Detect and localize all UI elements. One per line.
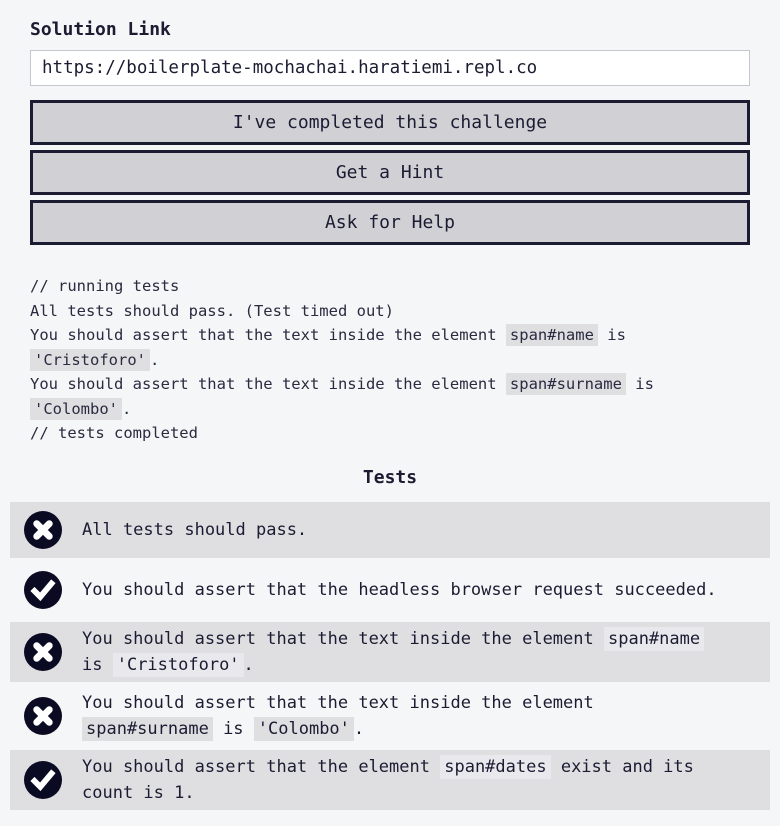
- console-line: [30, 348, 750, 373]
- text-segment: You should assert that the element: [82, 756, 441, 777]
- text-segment: is: [212, 718, 254, 739]
- test-description: [82, 517, 307, 543]
- text-segment: .: [122, 399, 132, 418]
- solution-link-label: Solution Link: [30, 19, 171, 40]
- ask-for-help-button[interactable]: Ask for Help: [30, 200, 750, 245]
- x-circle-icon: [24, 697, 62, 735]
- x-circle-icon: [24, 511, 62, 549]
- inline-code: span#surname: [506, 373, 626, 395]
- x-circle-icon: [24, 633, 62, 671]
- test-description-line: [82, 577, 717, 603]
- console-line: [30, 421, 750, 446]
- text-segment: You should assert that the headless browser request succeeded.: [82, 579, 717, 600]
- test-description-line: [82, 517, 307, 543]
- text-segment: All tests should pass.: [82, 519, 308, 540]
- test-description-line: [82, 780, 694, 806]
- test-description: [82, 690, 594, 742]
- text-segment: is: [625, 375, 654, 393]
- test-description-line: [82, 754, 694, 780]
- text-segment: count is 1.: [82, 782, 195, 803]
- text-segment: .: [149, 350, 160, 369]
- console-line: [30, 323, 750, 348]
- solution-link-input[interactable]: [30, 50, 750, 86]
- action-buttons: [30, 100, 750, 245]
- text-segment: // tests completed: [30, 424, 198, 442]
- test-row-fail: [10, 686, 770, 746]
- text-segment: is: [82, 654, 113, 675]
- console-line: [30, 397, 750, 422]
- tests-list: [10, 502, 770, 810]
- inline-code: 'Colombo': [254, 717, 354, 741]
- text-segment: You should assert that the text inside the element: [82, 628, 604, 649]
- inline-code: span#dates: [440, 755, 550, 779]
- tests-heading: Tests: [362, 466, 418, 488]
- completed-challenge-button[interactable]: I've completed this challenge: [30, 100, 750, 145]
- text-segment: You should assert that the text inside the element: [82, 692, 594, 713]
- console-output: [30, 274, 750, 446]
- inline-code: span#name: [506, 324, 598, 346]
- text-segment: .: [243, 654, 254, 675]
- test-description-line: [82, 690, 594, 716]
- test-description-line: [82, 652, 704, 678]
- check-circle-icon: [24, 571, 62, 609]
- inline-code: 'Cristoforo': [113, 653, 244, 677]
- test-row-pass: [10, 562, 770, 618]
- test-description: [82, 626, 704, 678]
- check-circle-icon: [24, 761, 62, 799]
- test-description-line: [82, 626, 704, 652]
- text-segment: exist and its: [550, 756, 694, 777]
- inline-code: span#surname: [82, 717, 213, 741]
- test-row-fail: [10, 502, 770, 558]
- get-hint-button[interactable]: Get a Hint: [30, 150, 750, 195]
- inline-code: 'Cristoforo': [30, 349, 150, 371]
- test-description: [82, 754, 694, 806]
- test-description: [82, 577, 717, 603]
- console-line: [30, 274, 750, 299]
- text-segment: is: [597, 326, 626, 344]
- console-line: [30, 299, 750, 324]
- test-row-fail: [10, 622, 770, 682]
- text-segment: .: [353, 718, 365, 739]
- test-description-line: [82, 716, 594, 742]
- inline-code: 'Colombo': [30, 398, 122, 420]
- inline-code: span#name: [604, 627, 704, 651]
- text-segment: You should assert that the text inside the element: [30, 375, 506, 393]
- test-row-pass: [10, 750, 770, 810]
- text-segment: // running tests: [30, 277, 180, 295]
- text-segment: All tests should pass. (Test timed out): [30, 301, 394, 320]
- text-segment: You should assert that the text inside the element: [30, 326, 506, 344]
- console-line: [30, 372, 750, 397]
